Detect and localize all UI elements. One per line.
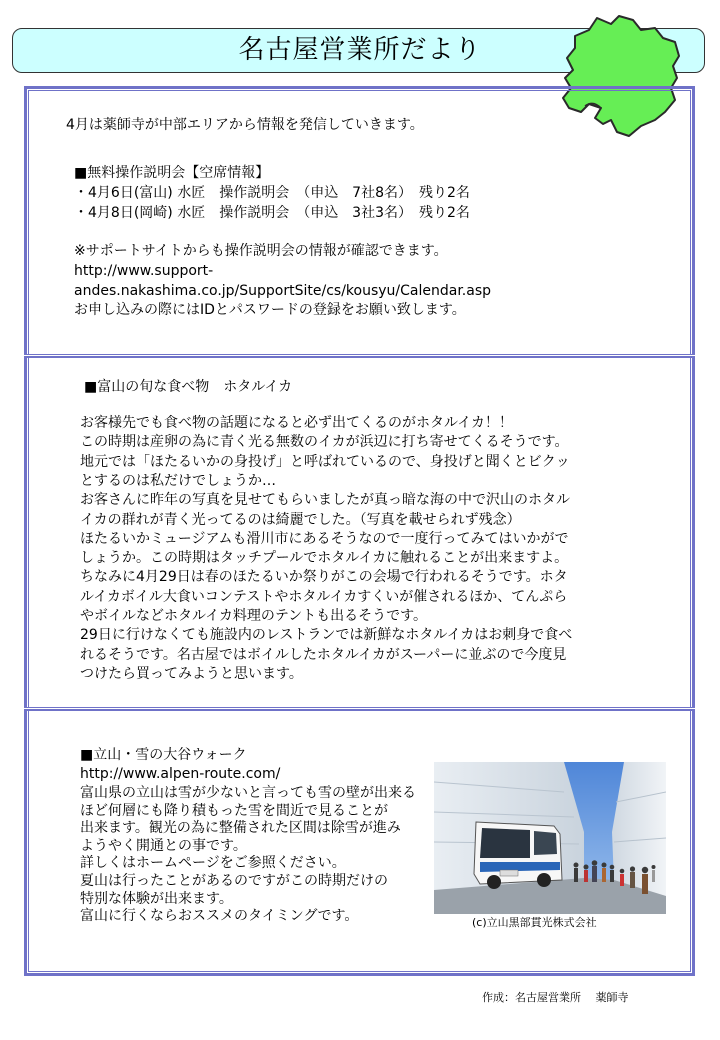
tateyama-line: 詳しくはホームページをご参照ください。 [80,855,346,872]
hotaru-line: ルイカボイル大食いコンテストやホタルイカすくいが催されるほか、てんぷら [80,588,568,605]
support-url-line: andes.nakashima.co.jp/SupportSite/cs/kousyu/Calendar.asp [74,283,492,299]
seminar-heading: ■無料操作説明会【空席情報】 [74,165,270,181]
support-url-line: http://www.support- [74,263,214,279]
page-title: 名古屋営業所だより [238,35,482,65]
tateyama-heading: ■立山・雪の大谷ウォーク [80,747,247,763]
tateyama-line: ほど何層にも降り積もった雪を間近で見ることが [80,802,388,819]
section-divider [24,354,695,358]
hotaru-line: イカの群れが青く光ってるのは綺麗でした。（写真を載せられず残念） [80,511,521,528]
section-divider [24,707,695,711]
hotaru-line: 地元では「ほたるいかの身投げ」と呼ばれているので、身投げと聞くとビクッ [80,453,570,470]
hotaru-line: ほたるいかミュージアムも滑川市にあるそうなので一度行ってみてはいかがで [80,530,569,547]
seminar-item: ・4月6日(富山) 水匠 操作説明会 （申込 7社8名） 残り2名 [74,185,470,201]
support-note: お申し込みの際にはIDとパスワードの登録をお願い致します。 [74,302,466,318]
intro-lead: 4月は薬師寺が中部エリアから情報を発信していきます。 [66,117,424,133]
tateyama-line: 富山県の立山は雪が少ないと言っても雪の壁が出来る [80,785,416,801]
hotaru-line: お客様先でも食べ物の話題になると必ず出てくるのがホタルイカ！！ [80,415,513,431]
tateyama-line: 富山に行くならおススメのタイミングです。 [80,908,359,925]
hotaru-line: お客さんに昨年の写真を見せてもらいましたが真っ暗な海の中で沢山のホタル [80,492,570,509]
tateyama-line: 特別な体験が出来ます。 [80,890,233,907]
tateyama-line: ようやく開通との事です。 [80,837,247,854]
hotaru-line: この時期は産卵の為に青く光る無数のイカが浜辺に打ち寄せてくるそうです。 [80,434,569,451]
tateyama-line: 夏山は行ったことがあるのですがこの時期だけの [80,873,388,889]
support-note: ※サポートサイトからも操作説明会の情報が確認できます。 [74,243,448,259]
tateyama-line: 出来ます。観光の為に整備された区間は除雪が進み [80,820,401,837]
hotaru-line: しょうか。この時期はタッチプールでホタルイカに触れることが出来ますよ。 [80,550,569,567]
hotaru-line: とするのは私だけでしょうか… [80,472,276,489]
snow-wall-photo [434,762,666,914]
tateyama-url: http://www.alpen-route.com/ [80,766,281,782]
hotaru-line: ちなみに4月29日は春のほたるいか祭りがこの会場で行われるそうです。ホタ [80,569,568,586]
footer-author: 作成：名古屋営業所 薬師寺 [482,991,629,1004]
seminar-item: ・4月8日(岡崎) 水匠 操作説明会 （申込 3社3名） 残り2名 [74,205,470,221]
hotaru-line: 29日に行けなくても施設内のレストランでは新鮮なホタルイカはお刺身で食べ [80,627,573,644]
hotaru-heading: ■富山の旬な食べ物 ホタルイカ [84,379,293,395]
hotaru-line: れるそうです。名古屋ではボイルしたホタルイカがスーパーに並ぶので今度見 [80,646,567,663]
photo-caption: (c)立山黒部貫光株式会社 [472,916,597,929]
hotaru-line: やボイルなどホタルイカ料理のテントも出るそうです。 [80,608,428,624]
hotaru-line: つけたら買ってみようと思います。 [80,665,303,682]
